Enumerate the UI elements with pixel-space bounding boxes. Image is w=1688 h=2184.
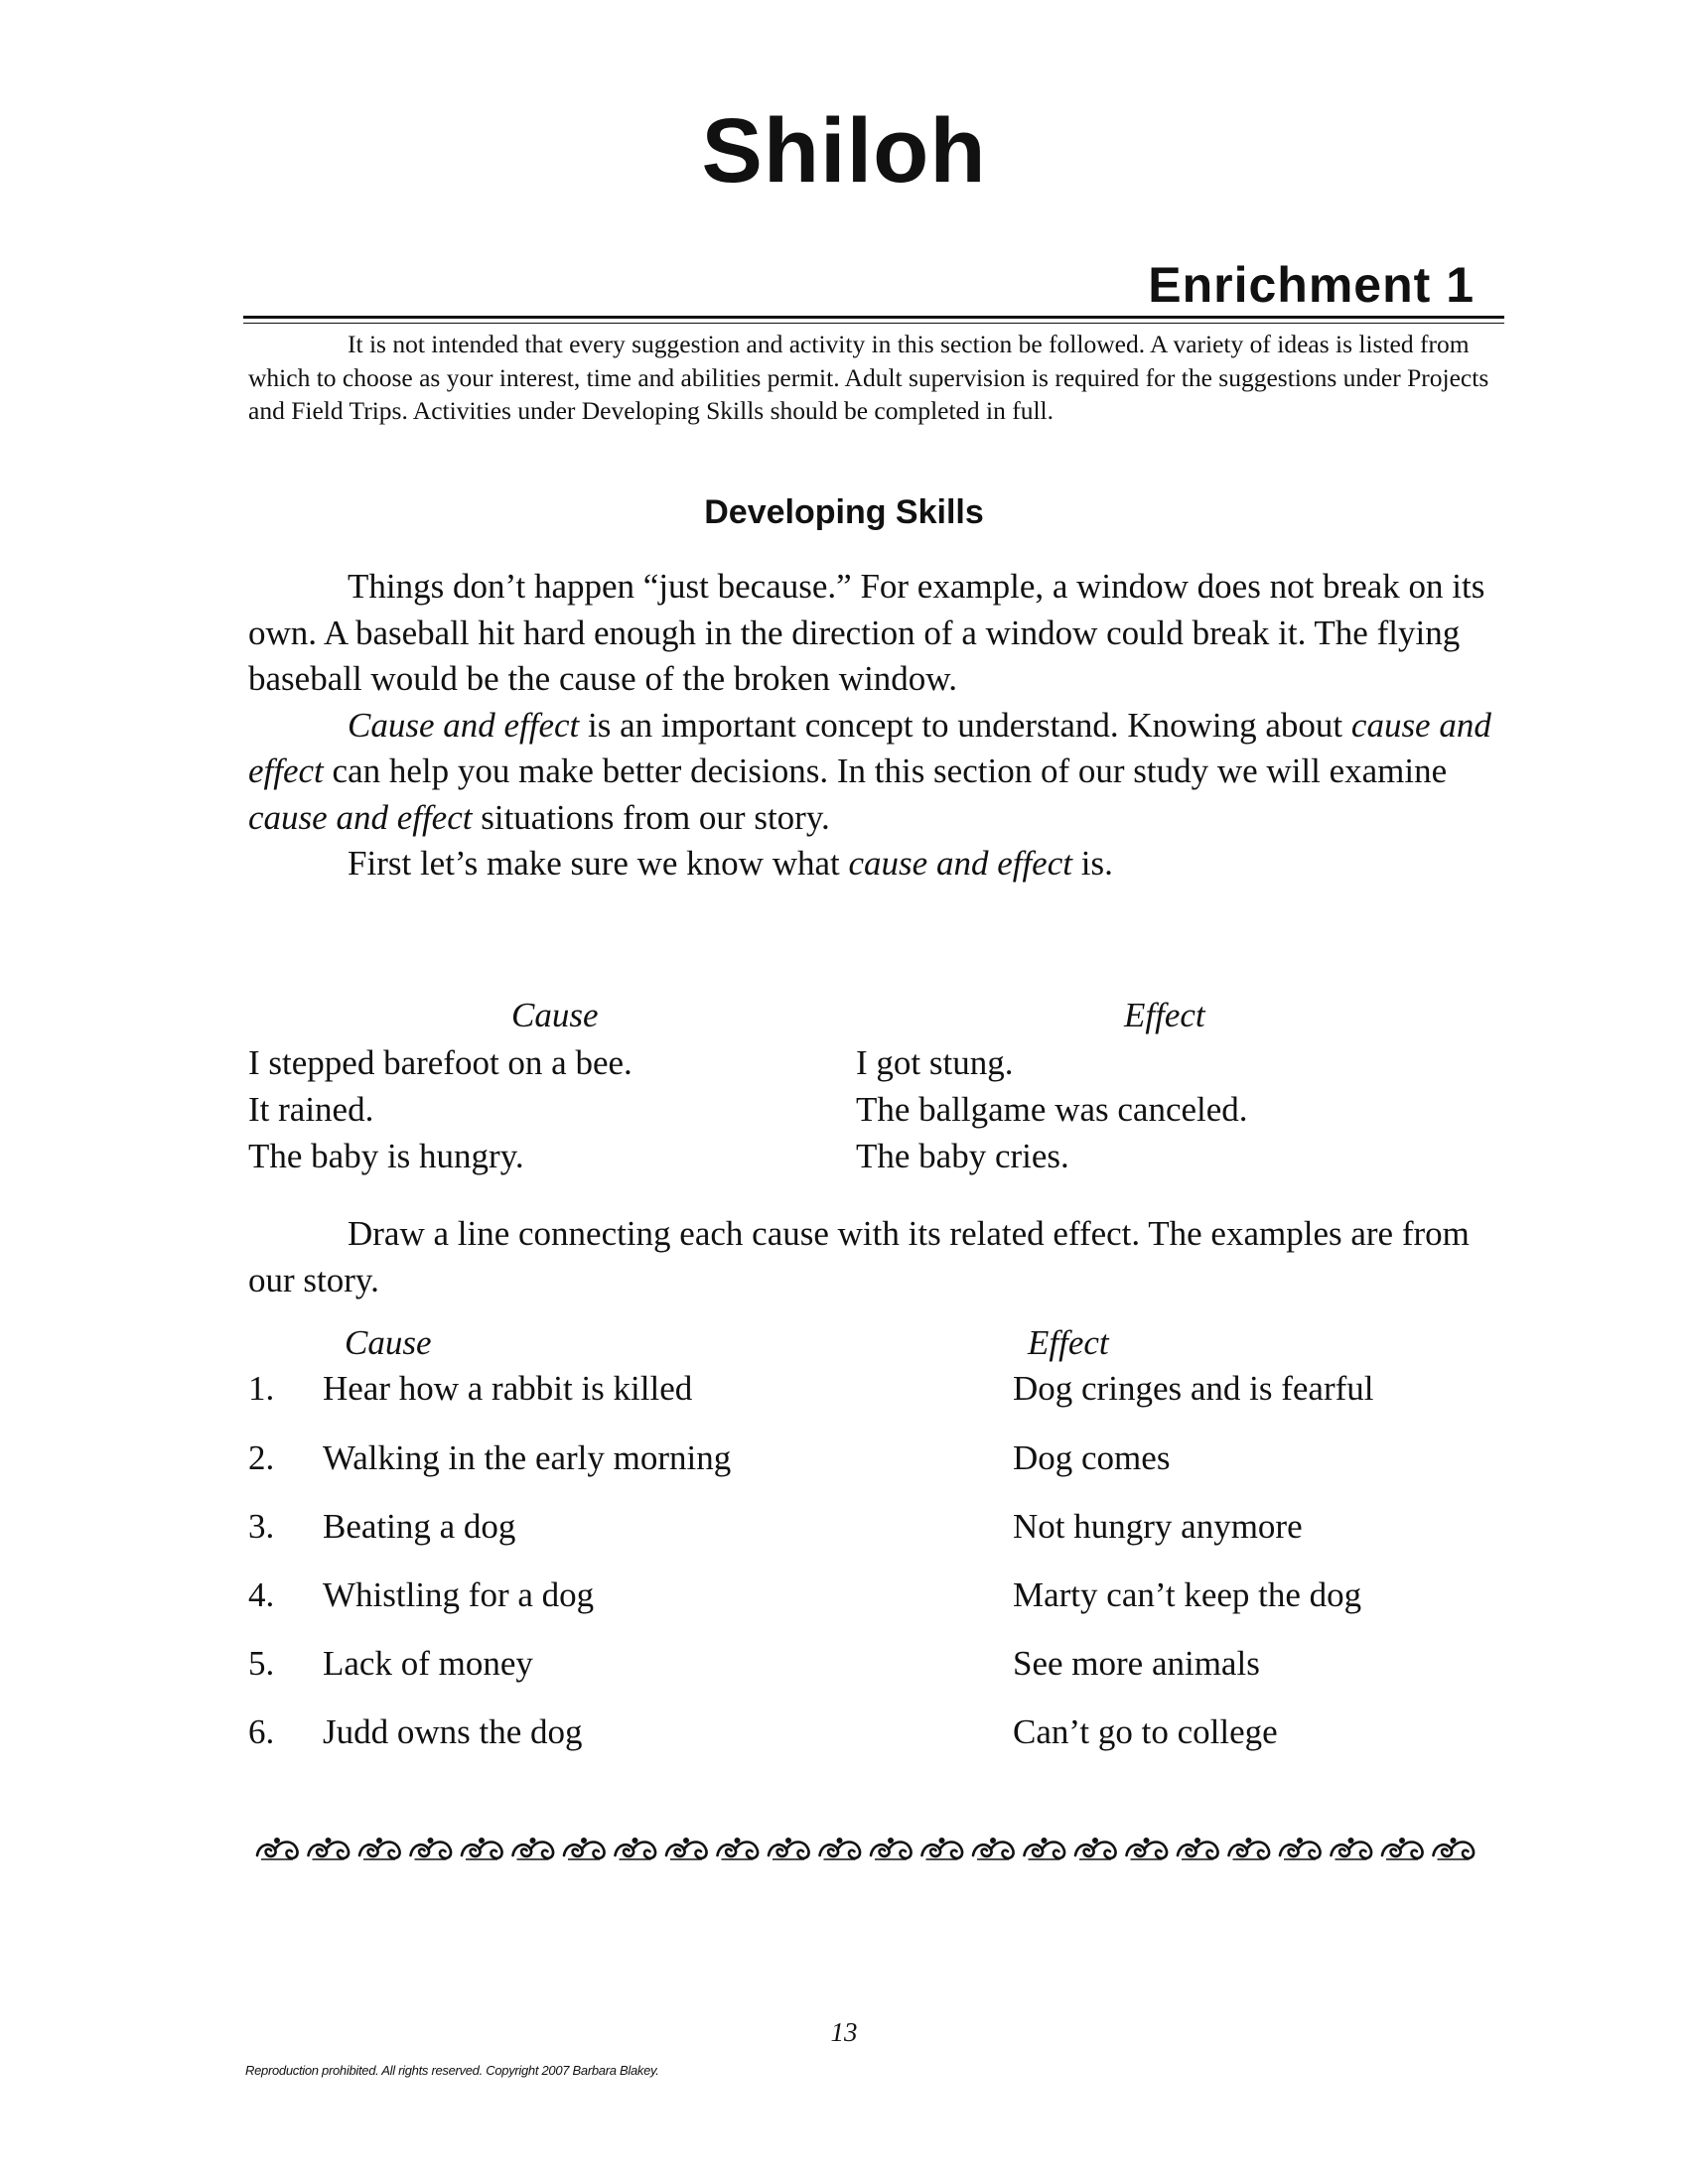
scroll-ornament-icon bbox=[411, 1838, 452, 1859]
scroll-ornament-icon bbox=[616, 1838, 656, 1859]
scroll-ornament-icon bbox=[1332, 1838, 1372, 1859]
instruction-paragraph: Draw a line connecting each cause with its related effect. The examples are from our story. bbox=[248, 1214, 1470, 1299]
scroll-ornament-icon bbox=[871, 1838, 912, 1859]
page-title: Shiloh bbox=[701, 100, 987, 202]
matching-cause: Hear how a rabbit is killed bbox=[323, 1369, 693, 1408]
scroll-ornament-icon bbox=[513, 1838, 554, 1859]
page-number: 13 bbox=[830, 2017, 858, 2047]
scroll-ornament-icon bbox=[1025, 1838, 1065, 1859]
matching-effect: See more animals bbox=[1013, 1644, 1260, 1683]
scroll-ornament-icon bbox=[253, 1832, 1494, 1867]
copyright-footer: Reproduction prohibited. All rights reserved. Copyright 2007 Barbara Blakey. bbox=[245, 2063, 659, 2078]
scroll-ornament-icon bbox=[309, 1838, 350, 1859]
header-rule-thick bbox=[243, 316, 1504, 319]
matching-cause: Walking in the early morning bbox=[323, 1438, 732, 1477]
body-text bbox=[248, 564, 1509, 887]
scroll-ornament-icon bbox=[359, 1838, 400, 1859]
scroll-ornament-icon bbox=[1178, 1838, 1218, 1859]
example-cause: The baby is hungry. bbox=[248, 1137, 524, 1175]
header-rule-thin bbox=[243, 323, 1504, 324]
matching-effect: Dog comes bbox=[1013, 1438, 1171, 1477]
term-cause-and-effect: Cause and effect bbox=[348, 705, 580, 745]
scroll-ornament-icon bbox=[769, 1838, 809, 1859]
scroll-ornament-icon bbox=[820, 1838, 861, 1859]
example-effect: I got stung. bbox=[856, 1043, 1014, 1082]
term-cause-and-effect: cause and effect bbox=[248, 797, 473, 837]
section-heading: Developing Skills bbox=[704, 493, 984, 531]
scroll-ornament-icon bbox=[1280, 1838, 1321, 1859]
paragraph-2-text: is an important concept to understand. Knowing about bbox=[579, 705, 1351, 745]
paragraph-3 bbox=[248, 841, 1509, 887]
examples-effect-heading: Effect bbox=[1124, 996, 1205, 1034]
scroll-ornament-icon bbox=[564, 1838, 605, 1859]
matching-effect: Marty can’t keep the dog bbox=[1013, 1575, 1362, 1614]
matching-cause-heading: Cause bbox=[345, 1323, 432, 1362]
scroll-ornament-icon bbox=[1434, 1838, 1475, 1859]
scroll-ornament-icon bbox=[1127, 1838, 1168, 1859]
matching-number: 4. bbox=[248, 1575, 275, 1614]
scroll-ornament-icon bbox=[718, 1838, 759, 1859]
matching-number: 2. bbox=[248, 1438, 275, 1477]
matching-effect-heading: Effect bbox=[1028, 1323, 1109, 1362]
matching-number: 5. bbox=[248, 1644, 275, 1683]
matching-cause: Lack of money bbox=[323, 1644, 533, 1683]
scroll-ornament-icon bbox=[922, 1838, 963, 1859]
term-cause-and-effect: cause and effect bbox=[848, 844, 1072, 883]
scroll-ornament-icon bbox=[973, 1838, 1014, 1859]
example-effect: The baby cries. bbox=[856, 1137, 1069, 1175]
scroll-ornament-icon bbox=[257, 1838, 298, 1859]
scroll-ornament-icon bbox=[1382, 1838, 1423, 1859]
intro-paragraph: It is not intended that every suggestion and activity in this section be followed. A variety of ideas is listed from which to choose as your interest, time and abilities permit. Adult supervision is required for the suggestions under Projects and Field Trips. Activities under Developing Skills should be completed in full. bbox=[248, 330, 1489, 425]
term-cause-and-effect: cause and effect bbox=[248, 705, 1491, 790]
paragraph-2-text: situations from our story. bbox=[472, 797, 830, 837]
scroll-ornament-icon bbox=[1229, 1838, 1270, 1859]
matching-effect: Can’t go to college bbox=[1013, 1712, 1278, 1751]
paragraph-3-text: is. bbox=[1071, 844, 1113, 883]
paragraph-1: Things don’t happen “just because.” For example, a window does not break on its own. A baseball hit hard enough in the direction of a window could break it. The flying baseball would be the cause of the broken window. bbox=[248, 567, 1485, 698]
scroll-ornament-icon bbox=[666, 1838, 707, 1859]
matching-number: 6. bbox=[248, 1712, 275, 1751]
example-effect: The ballgame was canceled. bbox=[856, 1090, 1248, 1129]
matching-cause: Judd owns the dog bbox=[323, 1712, 583, 1751]
matching-effect: Dog cringes and is fearful bbox=[1013, 1369, 1374, 1408]
matching-number: 3. bbox=[248, 1507, 275, 1546]
matching-cause: Whistling for a dog bbox=[323, 1575, 595, 1614]
example-cause: It rained. bbox=[248, 1090, 374, 1129]
paragraph-2-text: can help you make better decisions. In this section of our study we will examine bbox=[323, 751, 1448, 790]
paragraph-2 bbox=[248, 703, 1509, 842]
matching-cause: Beating a dog bbox=[323, 1507, 516, 1546]
matching-number: 1. bbox=[248, 1369, 275, 1408]
scroll-ornament-icon bbox=[462, 1838, 502, 1859]
scroll-ornament-icon bbox=[1075, 1838, 1116, 1859]
paragraph-3-text: First let’s make sure we know what bbox=[348, 844, 849, 883]
example-cause: I stepped barefoot on a bee. bbox=[248, 1043, 633, 1082]
section-subtitle: Enrichment 1 bbox=[1148, 257, 1475, 313]
intro-note bbox=[248, 328, 1489, 428]
examples-cause-heading: Cause bbox=[511, 996, 599, 1034]
matching-effect: Not hungry anymore bbox=[1013, 1507, 1303, 1546]
instruction-text bbox=[248, 1211, 1509, 1303]
